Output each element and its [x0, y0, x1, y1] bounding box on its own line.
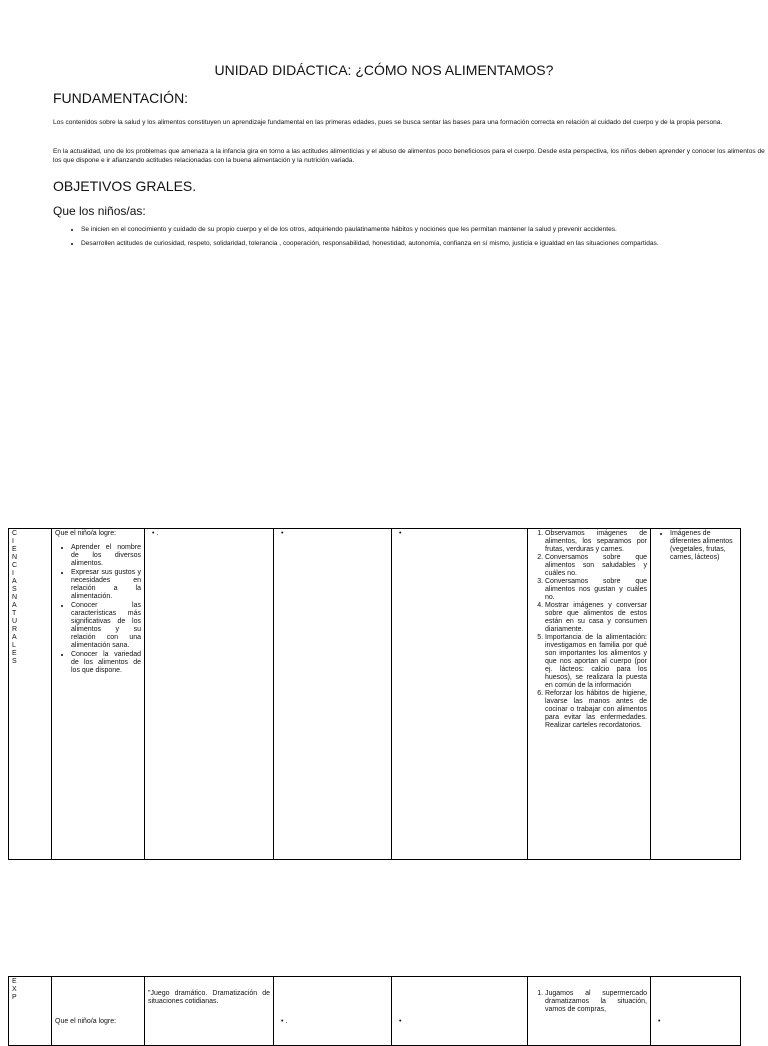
- activity-item: 5. Importancia de la alimentación: investigamos en familia por qué son importantes los alimentos y que nos aportan al cuerpo (por ej. lácteos: calcio para los huesos), se realizara la puesta en común de la información: [545, 634, 647, 690]
- activity-item: 3. Conversamos sobre que alimentos nos gustan y cuáles no.: [545, 578, 647, 602]
- activities-cell: [528, 977, 651, 1046]
- objectives-intro: Que el niño/a logre:: [55, 530, 117, 537]
- area-vertical-label: E X P: [9, 977, 52, 1046]
- activity-item: 1. Jugamos al supermercado dramatizamos la situación, vamos de compras,: [545, 990, 647, 1014]
- resource-item: • Imágenes de diferentes alimentos (vegetales, frutas, carnes, lácteos): [670, 530, 737, 562]
- fundamentacion-paragraph-2: En la actualidad, uno de los problemas que amenaza a la infancia gira en torno a las actitudes alimenticias y el abuso de alimentos poco beneficiosos para el cuerpo. Desde esta perspectiva, los niños deben aprender y conocer los alimentos de los que dispone e ir afianzando actitudes relacionadas con la buena alimentación y la nutrición variada.: [53, 148, 765, 164]
- contents-text: "Juego dramático. Dramatización de situaciones cotidianas.: [148, 990, 270, 1005]
- objetivos-heading: OBJETIVOS GRALES.: [53, 178, 197, 194]
- strategies-cell: •: [274, 529, 392, 860]
- evaluation-cell: •: [392, 529, 528, 860]
- resources-cell: [651, 529, 741, 860]
- objective-item: • Conocer la variedad de los alimentos de los que dispone.: [71, 651, 141, 675]
- document-title: UNIDAD DIDÁCTICA: ¿CÓMO NOS ALIMENTAMOS?: [214, 62, 554, 78]
- activity-item: 2. Conversamos sobre que alimentos son saludables y cuáles no.: [545, 554, 647, 578]
- objectives-cell: [52, 529, 145, 860]
- activity-item: 4. Mostrar imágenes y conversar sobre que alimentos de estos están en su casa y consumen diariamente.: [545, 602, 647, 634]
- area-vertical-label: C I E N C I A S N A T U R A L E S: [9, 529, 52, 860]
- fundamentacion-heading: FUNDAMENTACIÓN:: [53, 90, 189, 106]
- contents-cell: • .: [145, 529, 274, 860]
- resources-cell: •: [651, 977, 741, 1046]
- activity-item: 1. Observamos imágenes de alimentos, los separamos por frutas, verduras y carnes.: [545, 530, 647, 554]
- objetivo-item: • Se inicien en el conocimiento y cuidado de su propio cuerpo y el de los otros, adquiriendo paulatinamente hábitos y nociones que les permitan mantener la salud y prevenir accidentes.: [81, 225, 768, 234]
- objetivos-list: [62, 225, 768, 253]
- objectives-intro: Que el niño/a logre:: [55, 1018, 117, 1025]
- objective-item: • Expresar sus gustos y necesidades en relación a la alimentación.: [71, 569, 141, 601]
- objetivo-item: • Desarrollen actitudes de curiosidad, respeto, solidaridad, tolerancia , cooperación, responsabilidad, honestidad, autonomía, confianza en sí mismo, justicia e igualdad en las situaciones compartidas.: [81, 239, 768, 248]
- objective-item: • Aprender el nombre de los diversos alimentos.: [71, 544, 141, 568]
- activities-cell: [528, 529, 651, 860]
- strategies-cell: • .: [274, 977, 392, 1046]
- objetivos-intro: Que los niños/as:: [53, 204, 146, 218]
- planning-table-ciencias-naturales: [8, 528, 741, 860]
- fundamentacion-paragraph-1: Los contenidos sobre la salud y los alimentos constituyen un aprendizaje fundamental en las primeras edades, pues se busca sentar las bases para una formación correcta en relación al cuidado del cuerpo y de la propia persona.: [53, 119, 723, 126]
- activity-item: 6. Reforzar los hábitos de higiene, lavarse las manos antes de cocinar o trabajar con alimentos para evitar las enfermedades. Realizar carteles recordatorios.: [545, 690, 647, 730]
- contents-cell: [145, 977, 274, 1046]
- objective-item: • Conocer las características más significativas de los alimentos y su relación con una alimentación sana.: [71, 602, 141, 650]
- evaluation-cell: •: [392, 977, 528, 1046]
- planning-table-expresion: [8, 976, 741, 1046]
- objectives-cell: [52, 977, 145, 1046]
